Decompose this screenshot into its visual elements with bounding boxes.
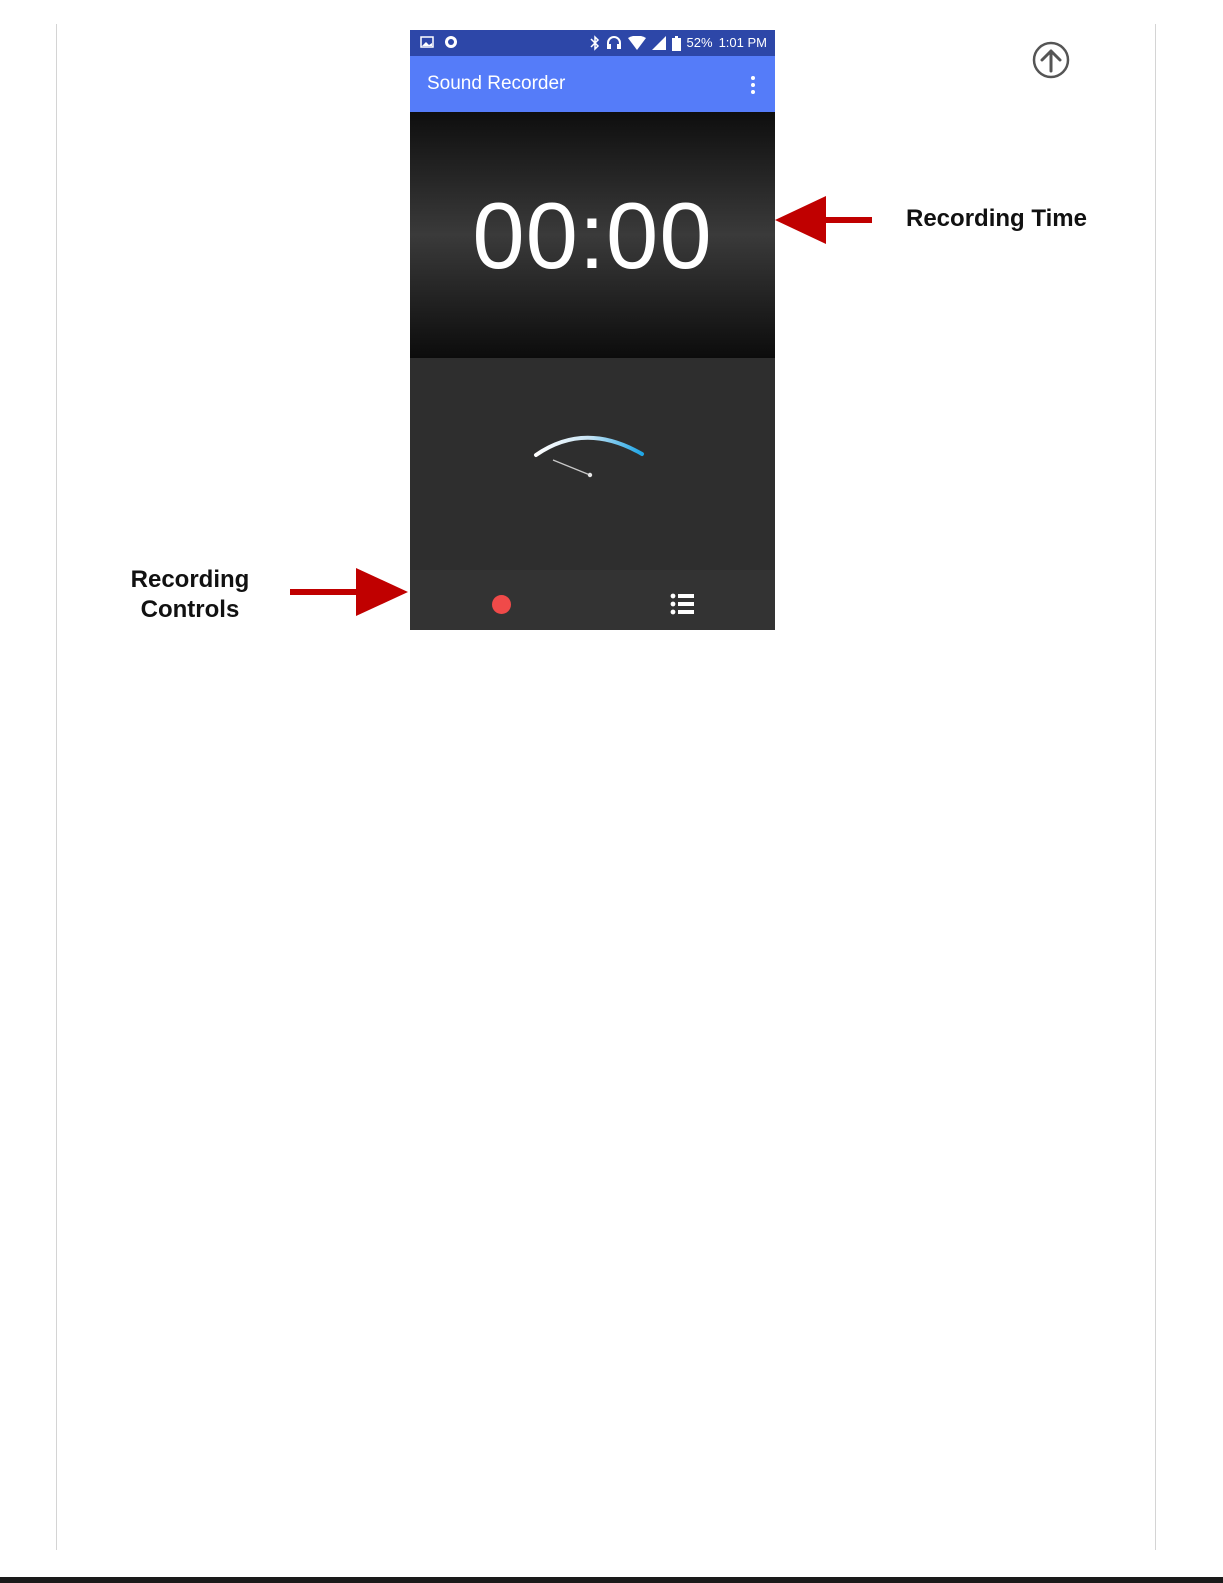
phone-screenshot (410, 30, 775, 630)
image-icon (420, 35, 434, 49)
vu-meter-icon (530, 424, 650, 494)
timer-panel (410, 112, 775, 358)
recording-controls-label (110, 565, 270, 625)
bottom-strip (0, 1577, 1223, 1583)
status-time: 1:01 PM (718, 35, 767, 50)
battery-percentage: 52% (686, 35, 713, 50)
arrow-to-controls-icon (290, 566, 410, 618)
app-bar (410, 56, 775, 112)
controls-bar (410, 570, 775, 630)
record-button[interactable] (486, 589, 516, 619)
recordings-list-icon (668, 589, 698, 619)
bluetooth-icon (590, 35, 600, 51)
recording-time-label: Recording Time (906, 205, 1087, 232)
recordings-list-button[interactable] (668, 589, 698, 619)
signal-icon (652, 36, 666, 50)
scroll-to-top-icon[interactable] (1031, 40, 1071, 80)
recording-controls-label-line2: Controls (140, 596, 240, 623)
wifi-icon (628, 36, 646, 50)
arrow-to-timer-icon (775, 194, 875, 246)
battery-icon (672, 36, 681, 51)
meter-panel (410, 358, 775, 570)
overflow-menu-icon[interactable] (746, 74, 760, 96)
recording-timer: 00:00 (472, 183, 713, 288)
notification-icon (444, 35, 458, 49)
status-bar (410, 30, 775, 56)
app-title: Sound Recorder (427, 73, 566, 94)
recording-controls-label-line1: Recording (130, 566, 250, 593)
record-icon (492, 595, 511, 614)
headset-icon (606, 35, 622, 51)
